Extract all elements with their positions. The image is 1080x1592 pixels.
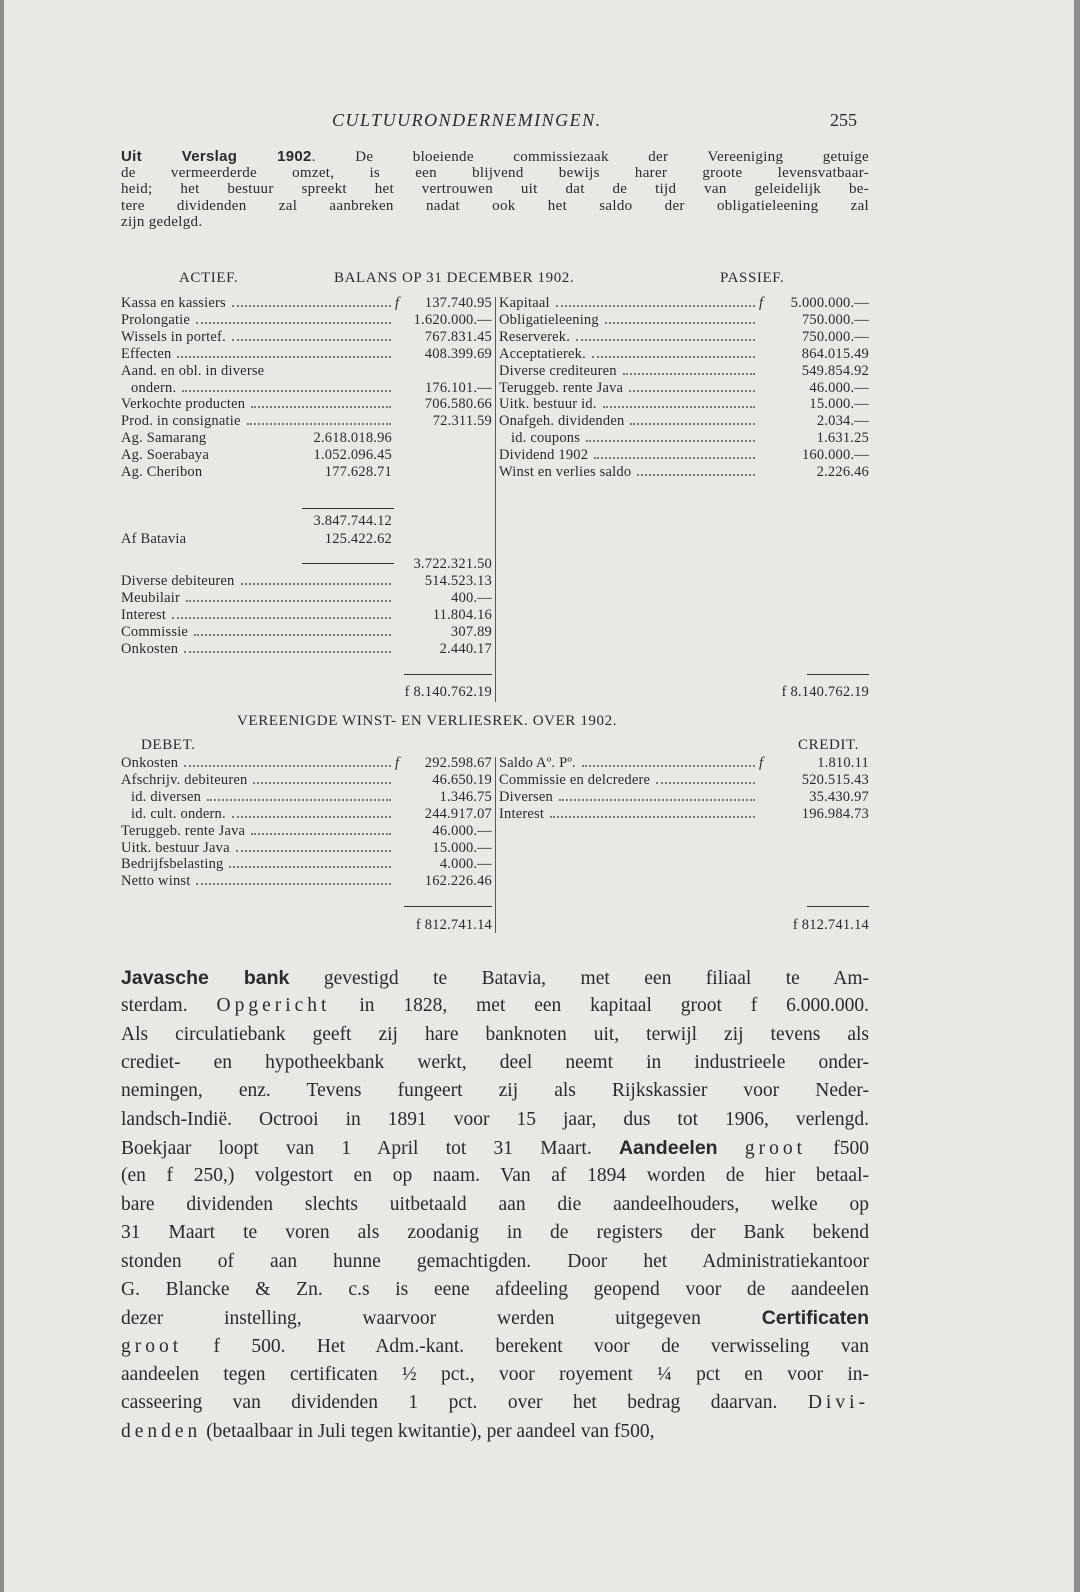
text-segment: . De bloeiende commissiezaak der Vereeniging getuige <box>311 149 869 165</box>
left-amount: 1.620.000.— <box>413 311 492 328</box>
subtotal-row <box>4 513 1074 530</box>
left-label: Af Batavia <box>121 531 187 547</box>
left-label: Prolongatie <box>121 311 191 328</box>
rule <box>807 674 869 675</box>
currency-symbol <box>395 380 405 397</box>
text-segment: landsch-Indië. Octrooi in 1891 voor 15 jaar, dus tot 1906, verlengd. <box>121 1108 869 1130</box>
text-segment: groot <box>744 1138 807 1160</box>
right-amount: 5.000.000.— <box>790 295 869 311</box>
text-line <box>121 1389 869 1417</box>
left-label: Kassa en kassiers <box>121 295 226 311</box>
right-item <box>499 312 769 329</box>
dotted-leader <box>184 755 391 767</box>
currency-symbol <box>759 396 769 413</box>
total-row <box>4 917 1074 934</box>
credit-heading: CREDIT. <box>798 737 859 753</box>
left-item <box>121 772 405 789</box>
ledger-row <box>4 413 1074 430</box>
dotted-leader <box>623 363 755 375</box>
currency-symbol <box>759 447 769 464</box>
left-item <box>121 873 405 890</box>
text-segment: Aandeelen <box>618 1137 718 1160</box>
right-item <box>499 329 769 346</box>
passief-heading: PASSIEF. <box>720 270 785 286</box>
left-item <box>121 607 405 624</box>
text-segment: (en f 250,) volgestort en op naam. Van af 1894 worden de hier betaal- <box>121 1165 869 1187</box>
right-amount: 750.000.— <box>801 328 869 345</box>
ledger-row <box>4 396 1074 413</box>
ledger-row <box>4 573 1074 590</box>
currency-symbol <box>759 464 769 481</box>
right-item <box>499 363 769 380</box>
rule <box>302 508 394 509</box>
text-line <box>121 148 869 165</box>
text-line <box>121 165 869 182</box>
left-label: Interest <box>121 606 167 623</box>
currency-symbol <box>395 413 405 430</box>
rule <box>404 906 492 907</box>
text-segment: Uit Verslag 1902 <box>121 148 312 165</box>
currency-symbol <box>759 363 769 380</box>
dotted-leader <box>194 624 391 636</box>
text-segment: tere dividenden zal aanbreken nadat ook het saldo der obligatieleening zal <box>121 197 869 214</box>
agency-amount: 1.052.096.45 <box>313 447 392 464</box>
left-amount: 767.831.45 <box>424 328 492 345</box>
left-label: Meubilair <box>121 589 180 606</box>
left-amount: 1.346.75 <box>439 788 492 805</box>
text-line <box>121 1219 869 1247</box>
ledger-row <box>4 447 1074 464</box>
left-label: Verkochte producten <box>121 396 246 413</box>
right-item <box>499 755 769 772</box>
left-item <box>131 789 405 806</box>
left-item <box>121 641 405 658</box>
currency-symbol <box>759 430 769 447</box>
left-amount: 46.000.— <box>432 822 492 839</box>
dotted-leader <box>184 641 391 653</box>
left-label: id. cult. ondern. <box>131 805 226 822</box>
left-amount: 46.650.19 <box>432 771 492 788</box>
dotted-leader <box>232 806 391 818</box>
right-label: Acceptatierek. <box>499 345 586 362</box>
text-line <box>121 1361 869 1389</box>
text-segment: G. Blancke & Zn. c.s is eene afdeeling geopend voor de aandeelen <box>121 1278 869 1300</box>
text-line <box>121 198 869 215</box>
right-amount: 2.226.46 <box>816 464 869 480</box>
total-left: f 8.140.762.19 <box>404 684 492 700</box>
right-item <box>499 772 769 789</box>
right-item <box>499 380 769 397</box>
left-label: Prod. in consignatie <box>121 413 241 430</box>
left-item <box>121 346 405 363</box>
currency-symbol <box>395 789 405 806</box>
dotted-leader <box>172 607 391 619</box>
text-segment: f 500. Het Adm.-kant. berekent voor de verwisseling van <box>182 1335 869 1357</box>
ledger-row <box>4 772 1074 789</box>
currency-symbol <box>395 823 405 840</box>
text-line <box>121 1248 869 1276</box>
left-label: id. diversen <box>131 788 202 805</box>
text-line <box>121 1106 869 1134</box>
left-amount: 176.101.— <box>424 379 492 396</box>
left-item <box>121 823 405 840</box>
left-amount: 244.917.07 <box>424 805 492 822</box>
right-label: Diversen <box>499 788 553 805</box>
right-amount: 15.000.— <box>809 396 869 413</box>
left-label: Effecten <box>121 345 172 362</box>
text-line <box>121 181 869 198</box>
dotted-leader <box>586 430 755 442</box>
right-item <box>499 346 769 363</box>
left-item <box>121 413 405 430</box>
text-line <box>121 1191 869 1219</box>
left-amount: 162.226.46 <box>424 873 492 890</box>
left-amount: 2.440.17 <box>439 640 492 657</box>
text-segment: in 1828, met een kapitaal groot f 6.000.000. <box>330 995 870 1017</box>
text-segment: heid; het bestuur spreekt het vertrouwen uit dat de tijd van geleidelijk be- <box>121 181 869 198</box>
ledger-row <box>4 641 1074 658</box>
dotted-leader <box>605 312 755 324</box>
currency-symbol <box>395 573 405 590</box>
text-line <box>121 1049 869 1077</box>
right-amount: 196.984.73 <box>801 805 869 822</box>
right-amount: 1.810.11 <box>817 755 869 771</box>
dotted-leader <box>251 396 391 408</box>
rule <box>807 906 869 907</box>
text-segment: f500 <box>806 1138 870 1160</box>
right-label: Kapitaal <box>499 295 550 311</box>
right-label: Winst en verlies saldo <box>499 464 632 480</box>
right-item <box>499 447 769 464</box>
text-segment: de vermeerderde omzet, is een blijvend bewijs harer groote levensvatbaar- <box>121 164 869 181</box>
scanned-page <box>4 0 1074 1592</box>
running-head: CULTUURONDERNEMINGEN. <box>332 110 602 130</box>
text-segment: bare dividenden slechts uitbetaald aan die aandeelhouders, welke op <box>121 1193 869 1215</box>
ledger-row <box>4 531 1074 548</box>
text-line <box>121 1304 869 1332</box>
text-segment: gevestigd te Batavia, met een filiaal te Am- <box>289 968 869 989</box>
currency-symbol <box>395 856 405 873</box>
right-amount: 549.854.92 <box>801 362 869 379</box>
currency-symbol <box>395 312 405 329</box>
left-label: Wissels in portef. <box>121 328 226 345</box>
left-item <box>121 295 405 312</box>
left-item <box>121 624 405 641</box>
left-label: ondern. <box>131 379 177 396</box>
currency-symbol <box>759 789 769 806</box>
left-label: Afschrijv. debiteuren <box>121 771 248 788</box>
left-item <box>121 363 405 380</box>
ledger-row <box>4 295 1074 312</box>
currency-symbol <box>395 590 405 607</box>
text-line <box>121 992 869 1020</box>
left-label: Ag. Cheribon <box>121 464 203 480</box>
right-label: id. coupons <box>511 430 581 447</box>
currency-symbol <box>395 607 405 624</box>
text-segment: Divi- <box>807 1392 869 1414</box>
right-item <box>499 413 769 430</box>
currency-symbol <box>759 806 769 823</box>
right-amount: 2.034.— <box>816 413 869 430</box>
dotted-leader <box>182 380 391 392</box>
dotted-leader <box>177 346 391 358</box>
text-segment: sterdam. <box>121 995 217 1017</box>
dotted-leader <box>603 396 755 408</box>
dotted-leader <box>196 312 391 324</box>
text-segment: groot <box>121 1335 183 1357</box>
dotted-leader <box>559 789 755 801</box>
text-line <box>121 1021 869 1049</box>
text-line <box>121 1134 869 1162</box>
ledger-row <box>4 464 1074 481</box>
right-amount: 46.000.— <box>809 379 869 396</box>
left-item <box>121 312 405 329</box>
text-segment: 31 Maart te voren als zoodanig in de registers der Bank bekend <box>121 1222 869 1244</box>
left-label: Uitk. bestuur Java <box>121 839 230 856</box>
left-amount: 408.399.69 <box>424 345 492 362</box>
debet-heading: DEBET. <box>141 737 196 753</box>
dotted-leader <box>207 789 391 801</box>
currency-symbol <box>759 380 769 397</box>
dotted-leader <box>253 772 391 784</box>
dotted-leader <box>637 464 755 476</box>
right-label: Saldo Aº. Pº. <box>499 755 576 771</box>
ledger-row <box>4 806 1074 823</box>
currency-symbol <box>395 806 405 823</box>
currency-symbol <box>759 413 769 430</box>
ledger-row <box>4 823 1074 840</box>
ledger-row <box>4 363 1074 380</box>
left-amount: 4.000.— <box>439 856 492 873</box>
dotted-leader <box>251 823 391 835</box>
left-item <box>121 590 405 607</box>
left-label: Ag. Soerabaya <box>121 447 209 464</box>
agency-amount: 2.618.018.96 <box>313 430 392 447</box>
ledger-row <box>4 590 1074 607</box>
currency-symbol <box>395 641 405 658</box>
text-line <box>121 1418 869 1446</box>
text-segment: Certificaten <box>761 1307 869 1330</box>
right-label: Commissie en delcredere <box>499 771 651 788</box>
ledger-row <box>4 873 1074 890</box>
right-label: Onafgeh. dividenden <box>499 413 625 430</box>
dotted-leader <box>592 346 755 358</box>
text-segment: Opgericht <box>216 995 331 1017</box>
batavia-amount: 125.422.62 <box>324 531 392 547</box>
dotted-leader <box>247 413 391 425</box>
right-label: Uitk. bestuur id. <box>499 396 597 413</box>
text-segment: aandeelen tegen certificaten ½ pct., voor royement ¼ pct en voor in- <box>121 1363 869 1385</box>
text-segment: nemingen, enz. Tevens fungeert zij als Rijkskassier voor Neder- <box>121 1080 869 1102</box>
right-amount: 864.015.49 <box>801 345 869 362</box>
actief-heading: ACTIEF. <box>179 270 239 286</box>
currency-symbol <box>395 772 405 789</box>
text-segment: Boekjaar loopt van 1 April tot 31 Maart. <box>121 1138 619 1160</box>
left-amount: 400.— <box>451 589 492 606</box>
ledger-row <box>4 856 1074 873</box>
left-amount: 292.598.67 <box>424 755 492 771</box>
left-item <box>121 396 405 413</box>
currency-symbol <box>759 346 769 363</box>
text-line <box>121 1077 869 1105</box>
dotted-leader <box>582 755 755 767</box>
balance-title: BALANS OP 31 DECEMBER 1902. <box>334 270 575 286</box>
dotted-leader <box>232 295 391 307</box>
dotted-leader <box>594 447 755 459</box>
currency-symbol <box>759 312 769 329</box>
left-amount: 15.000.— <box>432 839 492 856</box>
dotted-leader <box>186 590 391 602</box>
agencies-subtotal: 3.847.744.12 <box>313 513 392 529</box>
left-amount: 706.580.66 <box>424 396 492 413</box>
right-amount: 35.430.97 <box>809 788 869 805</box>
text-segment: dezer instelling, waarvoor werden uitgegeven <box>121 1308 762 1330</box>
currency-symbol <box>395 396 405 413</box>
right-amount: 160.000.— <box>801 447 869 464</box>
dotted-leader <box>576 329 755 341</box>
ledger-row <box>4 755 1074 772</box>
total-left: f 812.741.14 <box>415 917 492 933</box>
currency-symbol <box>395 346 405 363</box>
dotted-leader <box>232 329 391 341</box>
currency-symbol <box>395 329 405 346</box>
right-amount: 520.515.43 <box>801 771 869 788</box>
page-number: 255 <box>830 110 857 130</box>
agency-amount: 177.628.71 <box>324 464 392 480</box>
ledger-row <box>4 430 1074 447</box>
currency-symbol <box>395 873 405 890</box>
dotted-leader <box>196 873 391 885</box>
left-label: Bedrijfsbelasting <box>121 856 224 873</box>
text-line <box>121 964 869 992</box>
currency-symbol <box>395 840 405 857</box>
left-label: Onkosten <box>121 755 179 771</box>
currency-symbol: f <box>759 295 764 311</box>
currency-symbol: f <box>395 755 400 771</box>
currency-symbol: f <box>395 295 400 311</box>
right-label: Diverse crediteuren <box>499 362 617 379</box>
text-segment: crediet- en hypotheekbank werkt, deel neemt in industrieele onder- <box>121 1052 869 1074</box>
left-label: Diverse debiteuren <box>121 573 235 589</box>
dotted-leader <box>550 806 755 818</box>
right-item <box>511 430 769 447</box>
text-segment: stonden of aan hunne gemachtigden. Door het Administratiekantoor <box>121 1250 869 1272</box>
total-right: f 8.140.762.19 <box>781 684 869 700</box>
left-amount: 137.740.95 <box>424 295 492 311</box>
left-label: Commissie <box>121 623 189 640</box>
ledger-row <box>4 607 1074 624</box>
ledger-row <box>4 346 1074 363</box>
left-label: Aand. en obl. in diverse <box>121 362 265 379</box>
text-line <box>121 1276 869 1304</box>
subtotal-row <box>4 556 1074 573</box>
left-item <box>121 573 405 590</box>
left-label: Onkosten <box>121 640 179 657</box>
right-item <box>499 464 769 481</box>
dotted-leader <box>241 573 391 585</box>
ledger-row <box>4 840 1074 857</box>
ledger-row <box>4 329 1074 346</box>
right-item <box>499 806 769 823</box>
right-label: Dividend 1902 <box>499 447 589 464</box>
currency-symbol <box>759 772 769 789</box>
left-item <box>121 856 405 873</box>
dotted-leader <box>629 380 755 392</box>
rule <box>404 674 492 675</box>
text-line <box>121 1333 869 1361</box>
left-item <box>121 755 405 772</box>
left-item <box>121 840 405 857</box>
right-amount: 1.631.25 <box>816 430 869 447</box>
text-segment <box>718 1138 745 1159</box>
ledger-row <box>4 789 1074 806</box>
currency-symbol <box>395 624 405 641</box>
total-row <box>4 684 1074 701</box>
total-right: f 812.741.14 <box>792 917 869 933</box>
left-amount: 514.523.13 <box>424 573 492 589</box>
ledger-row <box>4 312 1074 329</box>
agencies-net: 3.722.321.50 <box>413 556 492 572</box>
dotted-leader <box>630 413 755 425</box>
right-item <box>499 396 769 413</box>
right-item <box>499 295 769 312</box>
left-label: Ag. Samarang <box>121 430 207 447</box>
ledger-row <box>4 624 1074 641</box>
text-line <box>121 1162 869 1190</box>
dotted-leader <box>556 295 755 307</box>
text-segment: denden <box>121 1420 202 1442</box>
left-amount: 11.804.16 <box>432 606 492 623</box>
left-item <box>121 329 405 346</box>
currency-symbol: f <box>759 755 764 771</box>
currency-symbol <box>759 329 769 346</box>
text-line <box>121 214 869 231</box>
right-amount: 750.000.— <box>801 311 869 328</box>
pl-title: VEREENIGDE WINST- EN VERLIESREK. OVER 1902. <box>237 713 618 729</box>
dotted-leader <box>236 840 391 852</box>
left-label: Netto winst <box>121 873 191 890</box>
right-label: Teruggeb. rente Java <box>499 379 624 396</box>
left-amount: 307.89 <box>450 623 492 640</box>
text-segment: Als circulatiebank geeft zij hare banknoten uit, terwijl zij tevens als <box>121 1023 869 1045</box>
text-segment: (betaalbaar in Juli tegen kwitantie), per aandeel van f500, <box>201 1420 655 1442</box>
right-label: Interest <box>499 805 545 822</box>
left-item <box>131 806 405 823</box>
left-label: Teruggeb. rente Java <box>121 822 246 839</box>
dotted-leader <box>229 856 391 868</box>
right-item <box>499 789 769 806</box>
dotted-leader <box>656 772 755 784</box>
ledger-row <box>4 380 1074 397</box>
text-segment: zijn gedelgd. <box>121 214 203 231</box>
right-label: Reserverek. <box>499 328 571 345</box>
left-item <box>131 380 405 397</box>
right-label: Obligatieleening <box>499 311 599 328</box>
left-amount: 72.311.59 <box>432 413 492 430</box>
text-segment: casseering van dividenden 1 pct. over het bedrag daarvan. <box>121 1392 808 1414</box>
text-segment: Javasche bank <box>121 967 290 989</box>
